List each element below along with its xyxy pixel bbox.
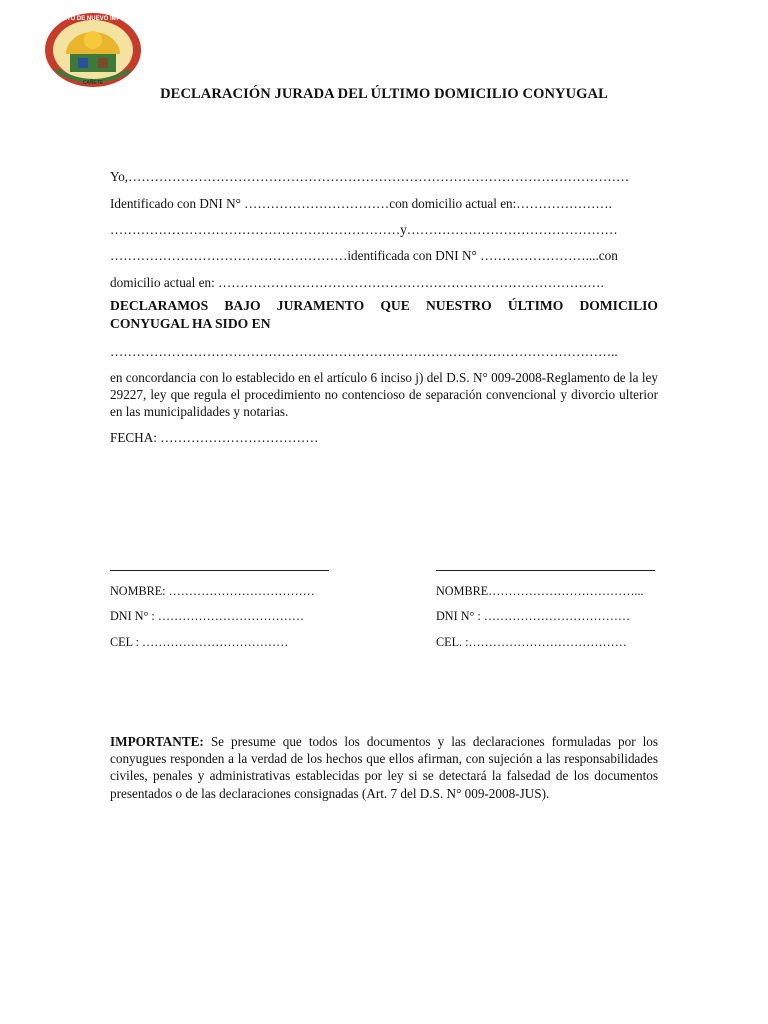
cel-right: CEL. :………………………………… xyxy=(436,635,627,649)
importante-text: Se presume que todos los documentos y las declaraciones formuladas por los conyugues responden a la verdad de los hechos que ellos afirman, con sujeción a las responsabilidades civiles, penales y administrativas establecidas por ley si se detectará la falsedad de los documentos presentados o de las declaraciones consignadas (Art. 7 del D.S. N° 009-2008-JUS). xyxy=(110,734,658,801)
fecha-line: FECHA: ……………………………… xyxy=(110,430,319,445)
document-title: DECLARACIÓN JURADA DEL ÚLTIMO DOMICILIO CONYUGAL xyxy=(160,86,608,102)
cel-left: CEL : ……………………………… xyxy=(110,635,289,649)
district-emblem-icon xyxy=(42,10,144,88)
signature-line-left xyxy=(110,570,329,571)
address-blank-line: …………………………………………………………y………………………………………… xyxy=(110,222,618,237)
svg-text:CAÑETE: CAÑETE xyxy=(82,80,104,86)
importante-paragraph xyxy=(110,733,658,802)
declaration-line-1: DECLARAMOS BAJO JURAMENTO QUE NUESTRO ÚLTIMO DOMICILIO xyxy=(110,298,658,313)
domicilio-line-2: domicilio actual en: ……………………………………………………………………………. xyxy=(110,275,604,290)
importante-label: IMPORTANTE: xyxy=(110,734,204,749)
nombre-left: NOMBRE: ……………………………… xyxy=(110,584,315,598)
conjugal-address-line: …………………………………………………………………………………………………….. xyxy=(110,344,618,359)
svg-text:DISTRITO DE NUEVO IMPERIAL: DISTRITO DE NUEVO IMPERIAL xyxy=(47,16,139,22)
yo-line: Yo,…………………………………………………………………………………………………… xyxy=(110,169,630,184)
nombre-right: NOMBRE………………………………... xyxy=(436,584,644,598)
signature-line-right xyxy=(436,570,655,571)
identificada-line: ………………………………………………identificada con DNI N° ……………………....con xyxy=(110,248,618,263)
dni-line-1: Identificado con DNI N° ……………………………con domicilio actual en:…………………. xyxy=(110,196,612,211)
declaration-heading xyxy=(110,297,658,333)
dni-right: DNI N° : ……………………………… xyxy=(436,609,631,623)
declaration-line-2: CONYUGAL HA SIDO EN xyxy=(110,316,271,331)
concordancia-paragraph: en concordancia con lo establecido en el artículo 6 inciso j) del D.S. N° 009-2008-Reglamento de la ley 29227, ley que regula el procedimiento no contencioso de separación convencional y divorcio ulterior en las municipalidades y notarias. xyxy=(110,370,658,420)
dni-left: DNI N° : ……………………………… xyxy=(110,609,305,623)
